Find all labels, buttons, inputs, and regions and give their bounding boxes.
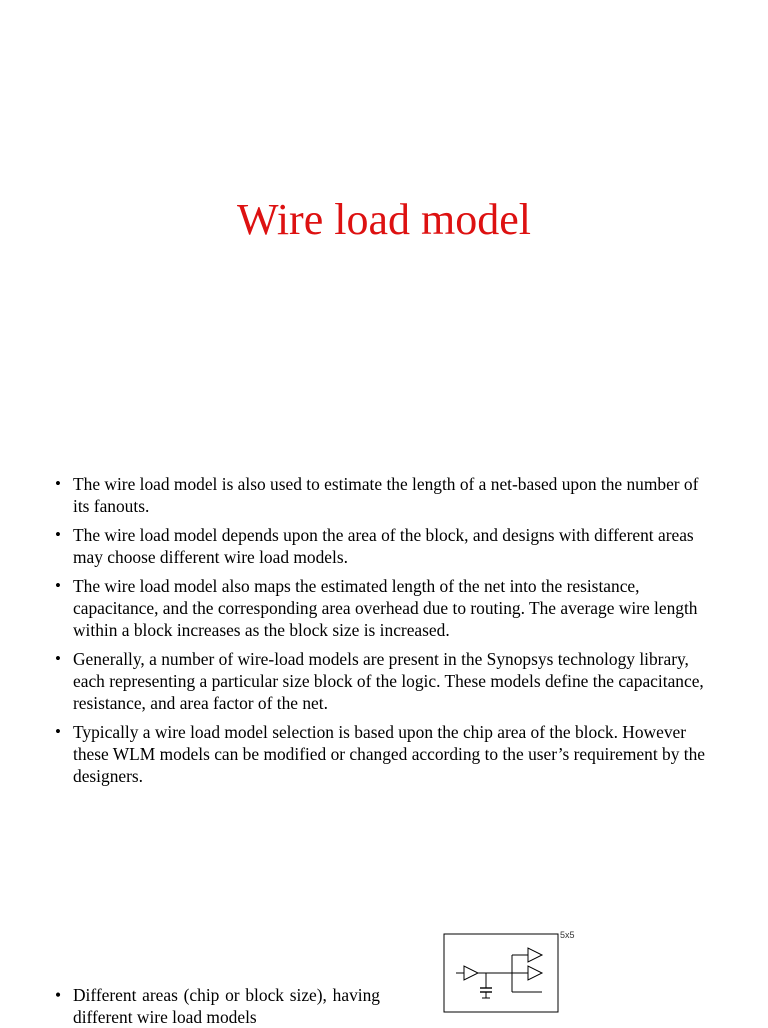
bottom-bullet bbox=[55, 984, 380, 1028]
bullet-text: Generally, a number of wire-load models are present in the Synopsys technology library, each representing a particular size block of the logic. These models define the capacitance, resistance, and area factor of the net. bbox=[73, 649, 704, 713]
bullet-marker: • bbox=[55, 649, 61, 668]
bullet-marker: • bbox=[55, 576, 61, 595]
bullet-item bbox=[55, 473, 715, 517]
wire-load-diagram bbox=[440, 928, 590, 1014]
bullet-text: Typically a wire load model selection is based upon the chip area of the block. However these WLM models can be modified or changed according to the user’s requirement by the designers. bbox=[73, 722, 705, 786]
bullet-item bbox=[55, 721, 715, 787]
bullet-marker: • bbox=[55, 525, 61, 544]
diagram-label: 5x5 bbox=[560, 930, 575, 940]
output-buffer-top-icon bbox=[528, 948, 542, 962]
slide-title: Wire load model bbox=[237, 195, 531, 244]
bullet-marker: • bbox=[55, 474, 61, 493]
input-buffer-icon bbox=[464, 966, 478, 980]
bullet-list bbox=[55, 473, 715, 794]
bullet-item bbox=[55, 524, 715, 568]
bullet-text: The wire load model is also used to estimate the length of a net-based upon the number of its fanouts. bbox=[73, 474, 699, 516]
bullet-item bbox=[55, 575, 715, 641]
bullet-marker: • bbox=[55, 722, 61, 741]
bullet-text: Different areas (chip or block size), having different wire load models bbox=[73, 985, 380, 1027]
bullet-item bbox=[55, 648, 715, 714]
bullet-text: The wire load model depends upon the area of the block, and designs with different areas may choose different wire load models. bbox=[73, 525, 694, 567]
bullet-text: The wire load model also maps the estimated length of the net into the resistance, capacitance, and the corresponding area overhead due to routing. The average wire length within a block increases as the block size is increased. bbox=[73, 576, 698, 640]
bullet-marker: • bbox=[55, 985, 62, 1005]
output-buffer-mid-icon bbox=[528, 966, 542, 980]
